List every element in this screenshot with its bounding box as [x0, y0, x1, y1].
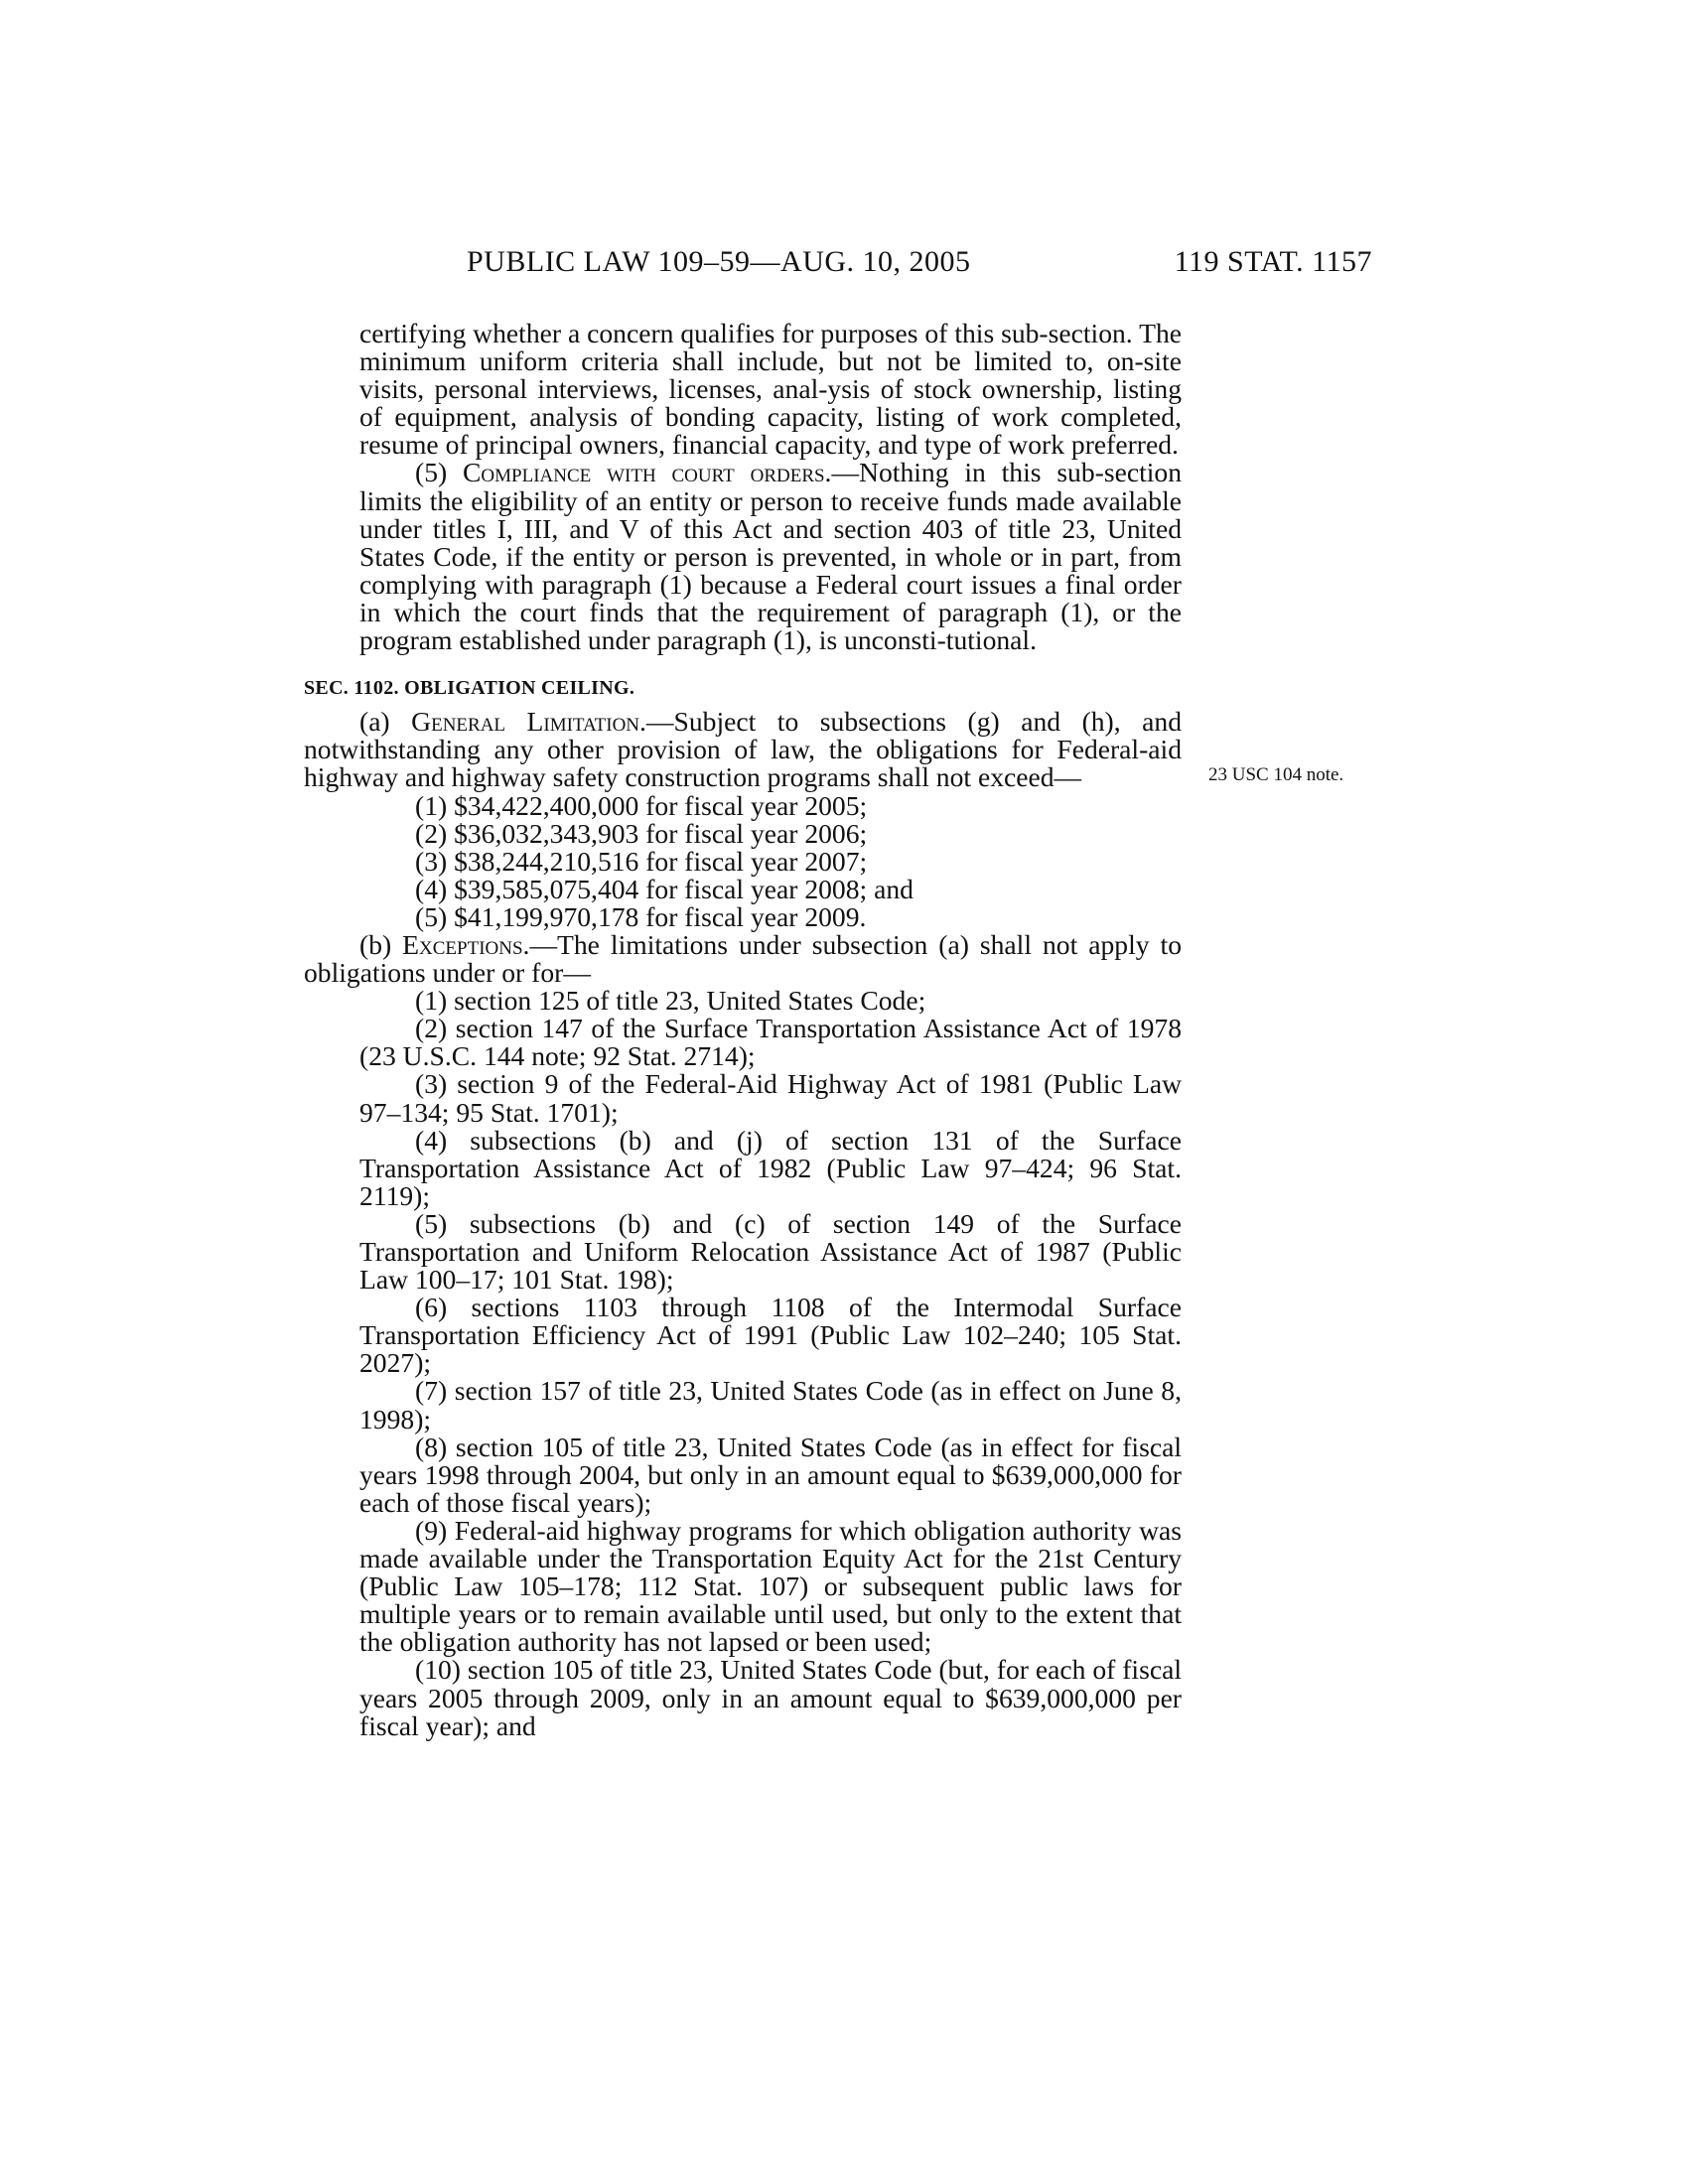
paragraph-5-text: —Nothing in this sub-section limits the eligibility of an entity or person to receive funds made available under titles I, III, and V of this Act and section 403 of title 23, United States Code, if the entity or person is prevented, in whole or in part, from complying with paragraph (1) because a Federal court issues a final order in which the court finds that the requirement of paragraph (1), or the program established under paragraph (1), is unconsti-tutional.	[359, 457, 1183, 656]
subsection-a-heading: General Limitation.	[411, 706, 646, 738]
running-head: PUBLIC LAW 109–59—AUG. 10, 2005	[467, 245, 971, 278]
subsection-b-number: (b)	[359, 928, 403, 960]
list-item: (1) section 125 of title 23, United States Code;	[415, 985, 926, 1017]
list-item: (1) $34,422,400,000 for fiscal year 2005;	[415, 789, 868, 821]
list-item: (7) section 157 of title 23, United States Code (as in effect on June 8, 1998);	[359, 1375, 1182, 1434]
body-text	[304, 320, 1182, 1740]
subsection-a-text: —Subject to subsections (g) and (h), and notwithstanding any other provision of law, the obligations for Federal-aid highway and highway safety construction programs shall not exceed—	[304, 706, 1183, 793]
margin-note: 23 USC 104 note.	[1208, 764, 1344, 785]
subsection-a-number: (a)	[359, 706, 412, 738]
list-item: (4) subsections (b) and (j) of section 131 of the Surface Transportation Assistance Act of 1982 (Public Law 97–424; 96 Stat. 2119);	[359, 1124, 1182, 1211]
list-item: (2) section 147 of the Surface Transportation Assistance Act of 1978 (23 U.S.C. 144 note; 92 Stat. 2714);	[359, 1013, 1182, 1072]
list-item: (4) $39,585,075,404 for fiscal year 2008; and	[415, 873, 914, 904]
stat-page-reference: 119 STAT. 1157	[1174, 245, 1372, 278]
list-item: (3) $38,244,210,516 for fiscal year 2007;	[415, 845, 868, 877]
list-item: (9) Federal-aid highway programs for which obligation authority was made available under the Transportation Equity Act for the 21st Century (Public Law 105–178; 112 Stat. 107) or subsequent public laws for multiple years or to remain available until used, but only to the extent that the obligation authority has not lapsed or been used;	[359, 1514, 1182, 1658]
section-heading: SEC. 1102. OBLIGATION CEILING.	[304, 677, 635, 700]
list-item: (8) section 105 of title 23, United States Code (as in effect for fiscal years 1998 through 2004, but only in an amount equal to $639,000,000 for each of those fiscal years);	[359, 1431, 1182, 1518]
subsection-a	[304, 708, 1182, 791]
paragraph-5-number: (5)	[415, 457, 464, 488]
list-item: (6) sections 1103 through 1108 of the Intermodal Surface Transportation Efficiency Act of 1991 (Public Law 102–240; 105 Stat. 2027);	[359, 1292, 1182, 1379]
subsection-b-heading: Exceptions.	[402, 928, 530, 960]
list-item: (10) section 105 of title 23, United States Code (but, for each of fiscal years 2005 through 2009, only in an amount equal to $639,000,000 per fiscal year); and	[359, 1654, 1182, 1741]
paragraph-5	[304, 459, 1182, 654]
list-item: (2) $36,032,343,903 for fiscal year 2006;	[415, 817, 868, 849]
subsection-b-text: —The limitations under subsection (a) shall not apply to obligations under or for—	[304, 928, 1182, 989]
list-item: (5) $41,199,970,178 for fiscal year 2009.	[415, 900, 867, 932]
intro-paragraph: certifying whether a concern qualifies for purposes of this sub-section. The minimum uniform criteria shall include, but not be limited to, on-site visits, personal interviews, licenses, anal-ysis of stock ownership, listing of equipment, analysis of bonding capacity, listing of work completed, resume of principal owners, financial capacity, and type of work preferred.	[359, 318, 1182, 461]
list-item: (5) subsections (b) and (c) of section 149 of the Surface Transportation and Uniform Relocation Assistance Act of 1987 (Public Law 100–17; 101 Stat. 198);	[359, 1207, 1182, 1296]
subsection-b	[304, 928, 1182, 989]
list-item: (3) section 9 of the Federal-Aid Highway Act of 1981 (Public Law 97–134; 95 Stat. 1701);	[359, 1068, 1182, 1128]
paragraph-5-heading: Compliance with court orders.	[463, 457, 832, 488]
